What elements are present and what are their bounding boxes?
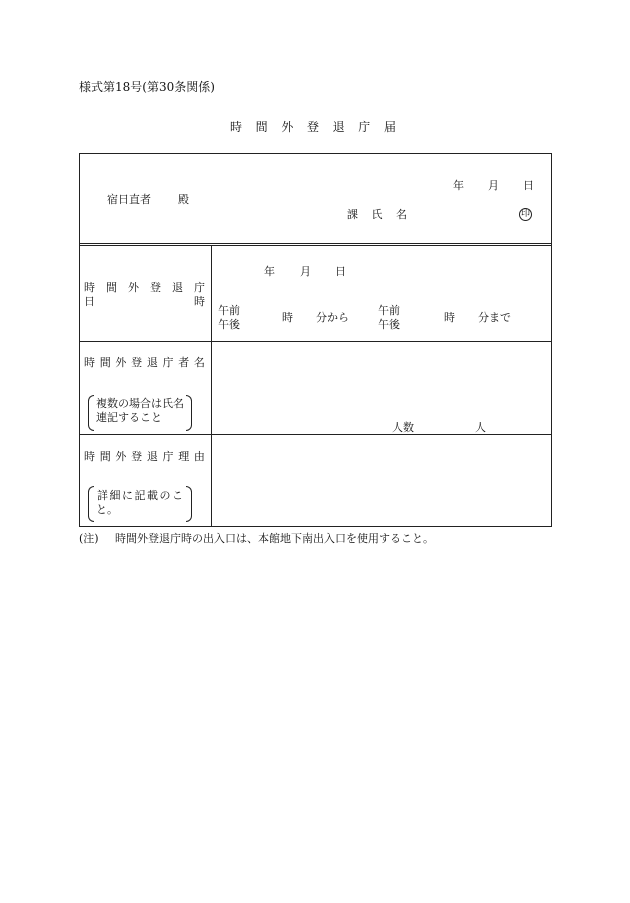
honorific-label: 殿 <box>178 193 189 206</box>
from-hour-label: 時 <box>282 311 293 324</box>
label-char: 庁 <box>162 356 174 369</box>
date-day-label: 日 <box>523 179 534 192</box>
to-ampm-2: 午後 <box>378 318 400 331</box>
section-char: 名 <box>396 208 407 221</box>
label-char: 時 <box>84 356 95 369</box>
label-char: 者 <box>178 356 190 369</box>
title-char: 時 <box>230 120 243 134</box>
label-char: 退 <box>172 281 183 294</box>
document-title <box>230 120 396 135</box>
label-char: 時 <box>84 281 95 294</box>
note-char: 詳 <box>97 489 108 502</box>
label-char: 登 <box>131 450 143 463</box>
from-ampm-2: 午後 <box>218 318 240 331</box>
to-minute-label: 分まで <box>478 311 511 324</box>
datetime-month-label: 月 <box>300 265 311 278</box>
title-char: 退 <box>332 120 345 134</box>
footer-note-text: 時間外登退庁時の出入口は、本館地下南出入口を使用すること。 <box>115 532 434 545</box>
names-label <box>84 356 205 370</box>
label-char: 退 <box>146 356 158 369</box>
label-char: 由 <box>193 450 205 463</box>
title-char: 間 <box>255 120 268 134</box>
note-char: こ <box>172 489 183 502</box>
label-char: 登 <box>131 356 143 369</box>
label-char: 日 <box>84 295 95 308</box>
note-bracket-left <box>88 395 94 431</box>
form-divider-double <box>79 243 552 246</box>
datetime-year-label: 年 <box>264 265 275 278</box>
form-divider <box>79 341 552 342</box>
title-char: 登 <box>306 120 319 134</box>
to-hour-label: 時 <box>444 311 455 324</box>
reason-note-line2: と。 <box>96 503 118 516</box>
names-note-line2: 連記すること <box>96 411 162 424</box>
label-char: 登 <box>150 281 161 294</box>
to-ampm-1: 午前 <box>378 304 400 317</box>
label-char: 間 <box>99 450 111 463</box>
footer-note-prefix: (注) <box>79 532 99 545</box>
reason-note-line1 <box>97 489 183 503</box>
from-ampm-1: 午前 <box>218 304 240 317</box>
datetime-day-label: 日 <box>335 265 346 278</box>
label-char: 庁 <box>194 281 205 294</box>
recipient-label: 宿日直者 <box>107 193 151 206</box>
form-column-divider <box>211 246 212 527</box>
names-note-line1: 複数の場合は氏名 <box>96 397 184 410</box>
from-minute-label: 分から <box>316 311 349 324</box>
note-bracket-right <box>186 395 192 431</box>
datetime-label-line2 <box>84 295 205 309</box>
label-char: 外 <box>115 450 127 463</box>
date-month-label: 月 <box>488 179 499 192</box>
label-char: 退 <box>146 450 158 463</box>
title-char: 庁 <box>358 120 371 134</box>
section-char: 氏 <box>371 208 383 221</box>
section-name-label <box>347 208 407 222</box>
seal-mark: 印 <box>520 209 530 219</box>
label-char: 間 <box>99 356 111 369</box>
note-bracket-right <box>186 486 192 522</box>
label-char: 時 <box>84 450 95 463</box>
title-char: 届 <box>383 120 396 134</box>
note-bracket-left <box>88 486 94 522</box>
label-char: 外 <box>115 356 127 369</box>
label-char: 名 <box>193 356 205 369</box>
note-char: 細 <box>109 489 121 502</box>
note-char: 載 <box>147 489 158 502</box>
label-char: 庁 <box>162 450 174 463</box>
form-number: 様式第18号(第30条関係) <box>79 80 215 94</box>
label-char: 理 <box>178 450 190 463</box>
note-char: に <box>122 489 133 502</box>
label-char: 時 <box>194 295 205 308</box>
label-char: 間 <box>106 281 117 294</box>
section-char: 課 <box>347 208 358 221</box>
label-char: 外 <box>128 281 139 294</box>
reason-label <box>84 450 205 464</box>
note-char: の <box>159 489 171 502</box>
date-year-label: 年 <box>453 179 464 192</box>
count-unit: 人 <box>475 421 486 434</box>
note-char: 記 <box>134 489 146 502</box>
datetime-label-line1 <box>84 281 205 295</box>
form-table <box>79 153 552 527</box>
title-char: 外 <box>281 120 294 134</box>
count-label: 人数 <box>392 421 414 434</box>
